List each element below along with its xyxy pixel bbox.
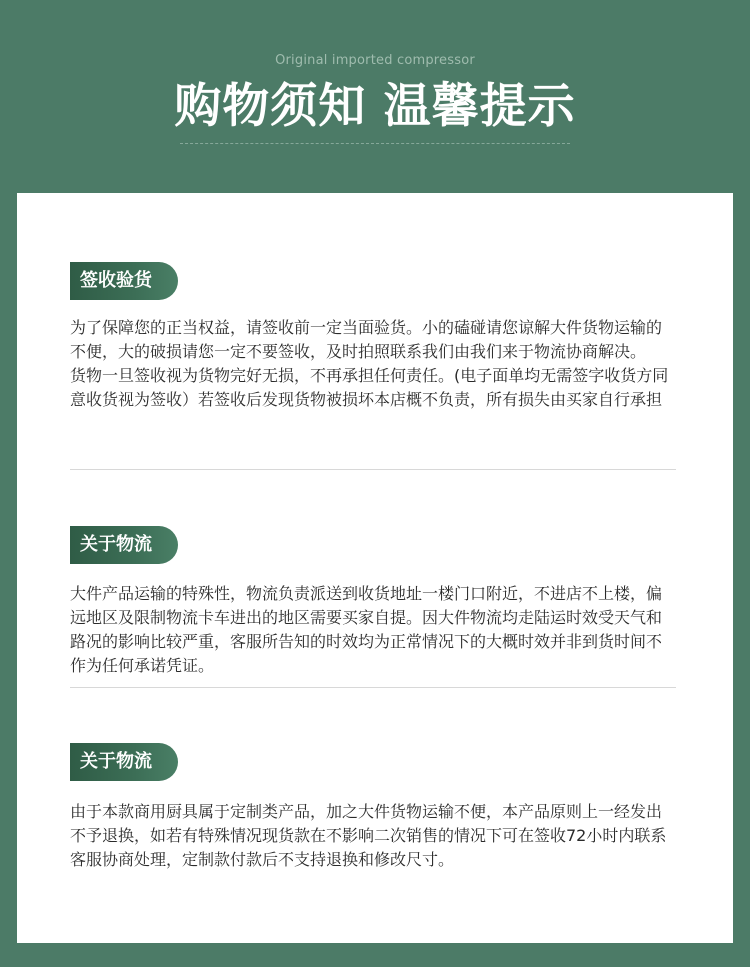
- title-divider: [180, 143, 570, 144]
- section-body-inspection: [70, 316, 676, 412]
- paragraph: 为了保障您的正当权益，请签收前一定当面验货。小的磕碰请您谅解大件货物运输的不便，大的破损请您一定不要签收，及时拍照联系我们由我们来于物流协商解决。: [70, 318, 663, 361]
- paragraph: 大件产品运输的特殊性，物流负责派送到收货地址一楼门口附近，不进店不上楼，偏远地区及限制物流卡车进出的地区需要买家自提。因大件物流均走陆运时效受天气和路况的影响比较严重，客服所告知的时效均为正常情况下的大概时效并非到货时间不作为任何承诺凭证。: [70, 584, 663, 675]
- section-tag-logistics: 关于物流: [70, 526, 178, 564]
- section-body-logistics: [70, 582, 676, 678]
- notice-card: [17, 193, 733, 943]
- section-divider: [70, 687, 676, 688]
- page-title: 购物须知 温馨提示: [174, 79, 576, 134]
- paragraph: 由于本款商用厨具属于定制类产品，加之大件货物运输不便，本产品原则上一经发出不予退换，如若有特殊情况现货款在不影响二次销售的情况下可在签收72小时内联系客服协商处理，定制款付款后不支持退换和修改尺寸。: [70, 802, 667, 869]
- paragraph: 货物一旦签收视为货物完好无损，不再承担任何责任。(电子面单均无需签字收货方同意收货视为签收）若签收后发现货物被损坏本店概不负责，所有损失由买家自行承担: [70, 366, 669, 409]
- section-tag-inspection: 签收验货: [70, 262, 178, 300]
- section-divider: [70, 469, 676, 470]
- section-body-returns: [70, 800, 676, 872]
- header-subtitle: Original imported compressor: [275, 53, 475, 68]
- section-tag-logistics-2: 关于物流: [70, 743, 178, 781]
